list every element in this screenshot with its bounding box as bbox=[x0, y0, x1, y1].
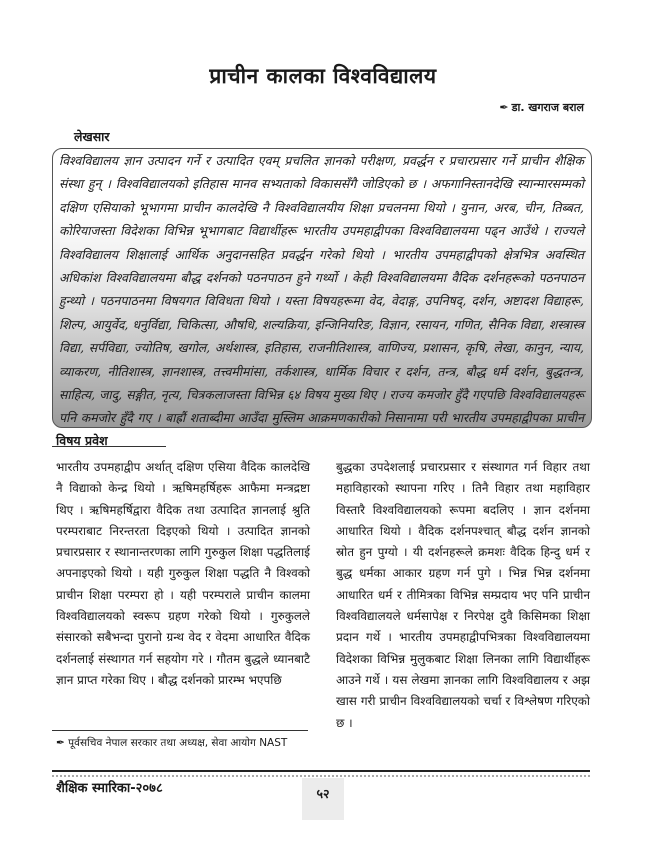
section-rule bbox=[52, 446, 166, 447]
author-line bbox=[499, 100, 584, 115]
publication-name: शैक्षिक स्मारिका-२०७८ bbox=[56, 781, 163, 796]
author-name: डा. खगराज बराल bbox=[511, 101, 584, 114]
body-column-right: बुद्धका उपदेशलाई प्रचारप्रसार र संस्थागत गर्न विहार तथा महाविहारको स्थापना गरिए । तिनै विहार तथा महाविहार विस्तारै विश्वविद्यालयको रूपमा बदलिए । ज्ञान दर्शनमा आधारित थियो । वैदिक दर्शनपश्चात् बौद्ध दर्शन ज्ञानको स्रोत हुन पुग्यो । यी दर्शनहरूले क्रमशः वैदिक हिन्दु धर्म र बुद्ध धर्मका आकार ग्रहण गर्न पुगे । भिन्न भिन्न दर्शनमा आधारित धर्म र तीमित्रका विभिन्न सम्प्रदाय भए पनि प्राचीन विश्वविद्यालयले धर्मसापेक्ष र निरपेक्ष दुवै किसिमका शिक्षा प्रदान गर्थे । भारतीय उपमहाद्वीपभित्रका विश्वविद्यालयमा विदेशका विभिन्न मुलुकबाट शिक्षा लिनका लागि विद्यार्थीहरू आउने गर्थे । यस लेखमा ज्ञानका लागि विश्वविद्यालय र अझ खास गरी प्राचीन विश्वविद्यालयको चर्चा र विश्लेषण गरिएको छ । bbox=[336, 460, 590, 730]
abstract-heading: लेखसार bbox=[74, 129, 110, 144]
page-number: ५२ bbox=[316, 786, 330, 801]
section-heading: विषय प्रवेश bbox=[56, 433, 108, 448]
abstract-text: विश्वविद्यालय ज्ञान उत्पादन गर्ने र उत्पादित एवम् प्रचलित ज्ञानको परीक्षण, प्रवर्द्धन र प्रचारप्रसार गर्ने प्राचीन शैक्षिक संस्था हुन् । विश्वविद्यालयको इतिहास मानव सभ्यताको विकाससँगै जोडिएको छ । अफगानिस्तानदेखि स्यान्मारसम्मको दक्षिण एसियाको भूभागमा प्राचीन कालदेखि नै विश्वविद्यालयीय शिक्षा प्रचलनमा थियो । युनान, अरब, चीन, तिब्बत, कोरियाजस्ता विदेशका विभिन्न भूभागबाट विद्यार्थीहरू भारतीय उपमहाद्वीपका विश्वविद्यालयमा पढ्न आउँथे । राज्यले विश्वविद्यालय शिक्षालाई आर्थिक अनुदानसहित प्रवर्द्धन गरेको थियो । भारतीय उपमहाद्वीपको क्षेत्रभित्र अवस्थित अधिकांश विश्वविद्यालयमा बौद्ध दर्शनको पठनपाठन हुने गर्थ्यो । केही विश्वविद्यालयमा वैदिक दर्शनहरूको पठनपाठन हुन्थ्यो । पठनपाठनमा विषयगत विविधता थियो । यस्ता विषयहरूमा वेद, वेदाङ्ग, उपनिषद्, दर्शन, अष्टादश विद्याहरू, शिल्प, आयुर्वेद, धनुर्विद्या, चिकित्सा, औषधि, शल्यक्रिया, इन्जिनियरिङ, विज्ञान, रसायन, गणित, सैनिक विद्या, शस्त्रास्त्र विद्या, सर्पविद्या, ज्योतिष, खगोल, अर्थशास्त्र, इतिहास, राजनीतिशास्त्र, वाणिज्य, प्रशासन, कृषि, लेखा, कानुन, न्याय, व्याकरण, नीतिशास्त्र, ज्ञानशास्त्र, तत्त्वमीमांसा, तर्कशास्त्र, धार्मिक विचार र दर्शन, तन्त्र, बौद्ध धर्म दर्शन, बुद्धतन्त्र, साहित्य, जादु, सङ्गीत, नृत्य, चित्रकलाजस्ता विभिन्न ६४ विषय मुख्य थिए । राज्य कमजोर हुँदै गएपछि विश्वविद्यालयहरू पनि कमजोर हुँदै गए । बाह्रौं शताब्दीमा आउँदा मुस्लिम आक्रमणकारीको निसानामा परी भारतीय उपमहाद्वीपका प्राचीन bbox=[59, 153, 584, 426]
quill-icon: ✒ bbox=[56, 737, 65, 749]
article-title: प्राचीन कालका विश्वविद्यालय bbox=[209, 64, 437, 88]
footnote-rule bbox=[52, 730, 308, 731]
footnote-text: पूर्वसचिव नेपाल सरकार तथा अध्यक्ष, सेवा आयोग NAST bbox=[68, 737, 288, 749]
footnote bbox=[56, 736, 287, 750]
abstract-box bbox=[52, 148, 592, 428]
body-column-left: भारतीय उपमहाद्वीप अर्थात् दक्षिण एसिया वैदिक कालदेखि नै विद्याको केन्द्र थियो । ऋषिमहर्षिहरू आफैमा मन्त्रद्रष्टा थिए । ऋषिमहर्षिद्वारा वैदिक तथा उत्पादित ज्ञानलाई श्रुति परम्पराबाट निरन्तरता दिइएको थियो । उत्पादित ज्ञानको प्रचारप्रसार र स्थानान्तरणका लागि गुरुकुल शिक्षा पद्धतिलाई अपनाइएको थियो । यही गुरुकुल शिक्षा पद्धति नै विश्वको प्राचीन शिक्षा परम्परा हो । यही परम्पराले प्राचीन कालमा विश्वविद्यालयको स्वरूप ग्रहण गरेको थियो । गुरुकुलले संसारको सबैभन्दा पुरानो ग्रन्थ वेद र वेदमा आधारित वैदिक दर्शनलाई संस्थागत गर्न सहयोग गरे । गौतम बुद्धले ध्यानबाटै ज्ञान प्राप्त गरेका थिए । बौद्ध दर्शनको प्रारम्भ भएपछि bbox=[56, 460, 310, 687]
footer-rule bbox=[52, 770, 590, 772]
quill-icon: ✒ bbox=[499, 101, 509, 114]
